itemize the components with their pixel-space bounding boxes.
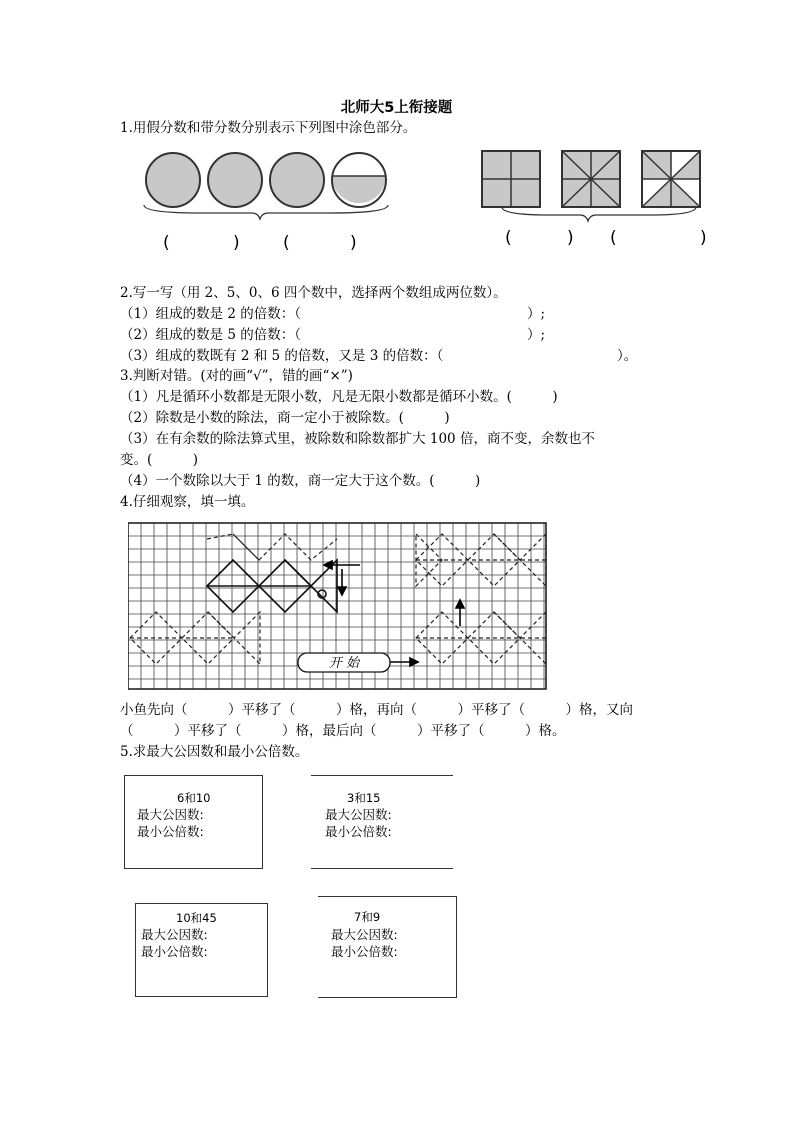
q1-paren-close-2: ) (350, 233, 357, 253)
q4-stem: 4.仔细观察，填一填。 (120, 494, 255, 510)
gcd-lcm-box-3 (135, 903, 268, 997)
box-3-gcd: 最大公因数: (141, 927, 208, 942)
box-1-pair: 6和10 (177, 791, 211, 805)
gcd-lcm-box-4 (318, 896, 457, 998)
q1-paren-close-1: ) (233, 233, 240, 253)
q2-item-2: （2）组成的数是 5 的倍数：（ (120, 327, 302, 343)
page-title: 北师大5上衔接题 (340, 100, 453, 116)
q4-line-2: （ ）平移了（ ）格，最后向（ ）平移了（ ）格。 (120, 723, 566, 739)
q1-stem: 1.用假分数和带分数分别表示下列图中涂色部分。 (120, 120, 417, 136)
box-3-pair: 10和45 (176, 911, 217, 925)
q5-stem: 5.求最大公因数和最小公倍数。 (120, 744, 309, 760)
box-1-lcm: 最小公倍数: (137, 824, 204, 839)
box-4-pair: 7和9 (354, 910, 381, 924)
box-3-lcm: 最小公倍数: (141, 944, 208, 959)
fish-grid-figure (128, 522, 550, 692)
q1-paren-open-1: ( (163, 233, 170, 253)
fish-shape (207, 560, 337, 612)
q1-figures (130, 145, 730, 225)
q4-line-1: 小鱼先向（ ）平移了（ ）格，再向（ ）平移了（ ）格，又向 (120, 702, 633, 718)
circles-figure (144, 149, 388, 219)
box-1-gcd: 最大公因数: (137, 807, 204, 822)
q3-item-3: （3）在有余数的除法算式里，被除数和除数都扩大 100 倍，商不变，余数也不 (120, 431, 595, 447)
q2-item-3: （3）组成的数既有 2 和 5 的倍数，又是 3 的倍数：（ (120, 348, 444, 364)
q1-paren-close-3: ) (567, 228, 574, 248)
box-4-gcd: 最大公因数: (331, 927, 398, 942)
q3-item-4: （4）一个数除以大于 1 的数，商一定大于这个数。( ) (120, 473, 481, 489)
gcd-lcm-box-1 (124, 775, 263, 869)
q1-paren-close-4: ) (700, 228, 707, 248)
squares-figure (482, 151, 700, 221)
q1-paren-open-2: ( (283, 233, 290, 253)
q3-item-3-cont: 变。( ) (120, 452, 199, 468)
q3-item-1: （1）凡是循环小数都是无限小数，凡是无限小数都是循环小数。( ) (120, 389, 558, 405)
start-label: 开 始 (328, 656, 360, 671)
q2-item-1-end: ）; (527, 306, 546, 322)
q2-item-1: （1）组成的数是 2 的倍数：（ (120, 306, 302, 322)
box-2-pair: 3和15 (347, 791, 381, 805)
q2-stem: 2.写一写（用 2、5、0、6 四个数中，选择两个数组成两位数）。 (120, 285, 507, 301)
q1-paren-open-3: ( (505, 228, 512, 248)
q3-item-2: （2）除数是小数的除法，商一定小于被除数。( ) (120, 410, 450, 426)
box-2-lcm: 最小公倍数: (325, 824, 392, 839)
q2-item-2-end: ）; (527, 327, 546, 343)
q3-stem: 3.判断对错。(对的画“√”，错的画“×”) (120, 368, 353, 384)
box-4-lcm: 最小公倍数: (331, 944, 398, 959)
q2-item-3-end: ）。 (617, 348, 638, 364)
q1-paren-open-4: ( (610, 228, 617, 248)
box-2-gcd: 最大公因数: (325, 807, 392, 822)
gcd-lcm-box-2 (311, 775, 453, 869)
